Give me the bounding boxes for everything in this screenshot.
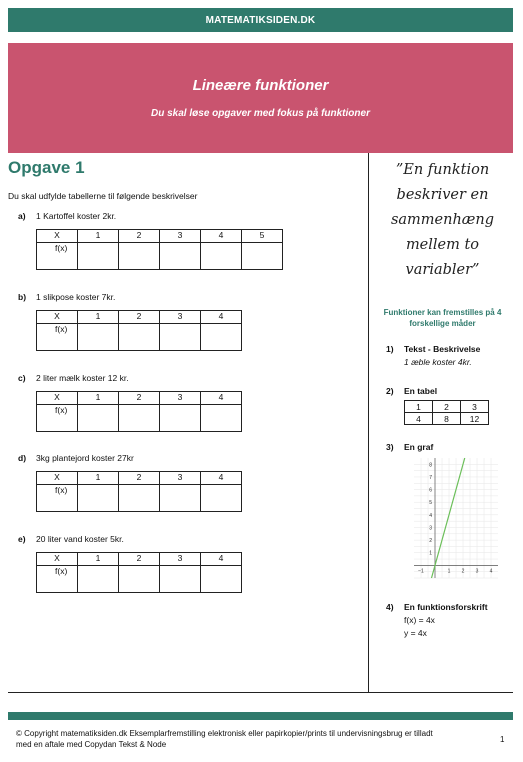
function-graph bbox=[402, 454, 502, 590]
y-tick-label: 8 bbox=[429, 462, 432, 469]
example-table bbox=[404, 400, 489, 425]
value-table bbox=[36, 552, 242, 593]
site-name: MATEMATIKSIDEN.DK bbox=[205, 14, 316, 26]
x-cell: 3 bbox=[160, 392, 201, 405]
fx-header: f(x) bbox=[37, 485, 78, 512]
value-table bbox=[36, 391, 242, 432]
sidebar-title: Funktioner kan fremstilles på 4 forskellige måder bbox=[383, 308, 502, 328]
copyright-notice: © Copyright matematiksiden.dk Eksemplarfremstilling elektronisk eller papirkopier/prints til undervisningsbrug er tilladt med en aftale med Copydan Tekst & Node bbox=[16, 729, 433, 749]
fx-input-cell[interactable] bbox=[201, 485, 242, 512]
fx-header: f(x) bbox=[37, 243, 78, 270]
fx-input-cell[interactable] bbox=[119, 405, 160, 432]
x-tick-label: 3 bbox=[475, 568, 479, 575]
task-c bbox=[18, 373, 348, 432]
x-cell: 1 bbox=[78, 392, 119, 405]
fx-input-cell[interactable] bbox=[201, 324, 242, 351]
x-cell: 4 bbox=[201, 472, 242, 485]
method-number: 3) bbox=[386, 442, 394, 452]
fx-input-cell[interactable] bbox=[78, 324, 119, 351]
fx-input-cell[interactable] bbox=[201, 405, 242, 432]
value-table bbox=[36, 310, 242, 351]
x-cell: 3 bbox=[160, 472, 201, 485]
definition-quote: ”En funktion beskriver en sammenhæng mellem to variabler” bbox=[390, 162, 495, 278]
x-cell: 2 bbox=[119, 230, 160, 243]
fx-input-cell[interactable] bbox=[78, 566, 119, 593]
page-number: 1 bbox=[500, 735, 505, 744]
x-header: X bbox=[37, 472, 78, 485]
task-number: a) bbox=[18, 211, 26, 221]
method-example: 1 æble koster 4kr. bbox=[404, 357, 472, 367]
table-cell: 2 bbox=[433, 401, 461, 413]
x-tick-label: 4 bbox=[489, 568, 493, 575]
footer-bar bbox=[8, 712, 513, 720]
task-a bbox=[18, 211, 348, 270]
fx-input-cell[interactable] bbox=[78, 485, 119, 512]
x-cell: 5 bbox=[242, 230, 283, 243]
fx-input-cell[interactable] bbox=[201, 243, 242, 270]
x-cell: 2 bbox=[119, 311, 160, 324]
method-number: 2) bbox=[386, 386, 394, 396]
function-line bbox=[432, 458, 465, 578]
fx-header: f(x) bbox=[37, 405, 78, 432]
method-number: 4) bbox=[386, 602, 394, 612]
x-cell: 4 bbox=[201, 392, 242, 405]
task-d bbox=[18, 453, 348, 512]
task-number: d) bbox=[18, 453, 27, 463]
task-e bbox=[18, 534, 348, 593]
y-tick-label: 1 bbox=[429, 550, 432, 557]
method-label: En tabel bbox=[404, 386, 438, 396]
y-tick-label: 4 bbox=[429, 512, 432, 519]
x-cell: 2 bbox=[119, 553, 160, 566]
sidebar bbox=[372, 158, 513, 638]
x-header: X bbox=[37, 553, 78, 566]
fx-input-cell[interactable] bbox=[160, 324, 201, 351]
method-graph bbox=[386, 442, 513, 452]
fx-input-cell[interactable] bbox=[242, 243, 283, 270]
y-tick-label: 3 bbox=[429, 525, 432, 532]
task-text: 1 Kartoffel koster 2kr. bbox=[36, 211, 117, 221]
fx-input-cell[interactable] bbox=[160, 566, 201, 593]
column-divider bbox=[368, 153, 369, 693]
x-cell: 3 bbox=[160, 553, 201, 566]
table-cell: 1 bbox=[405, 401, 433, 413]
x-tick-label: −1 bbox=[418, 568, 424, 575]
fx-input-cell[interactable] bbox=[160, 485, 201, 512]
task-b bbox=[18, 292, 348, 351]
fx-header: f(x) bbox=[37, 324, 78, 351]
method-label: En funktionsforskrift bbox=[404, 602, 488, 612]
value-table bbox=[36, 229, 283, 270]
fx-input-cell[interactable] bbox=[119, 243, 160, 270]
exercise-intro: Du skal udfylde tabellerne til følgende beskrivelser bbox=[8, 191, 198, 201]
task-text: 1 slikpose koster 7kr. bbox=[36, 292, 116, 302]
x-header: X bbox=[37, 230, 78, 243]
task-number: b) bbox=[18, 292, 27, 302]
bottom-divider bbox=[8, 692, 513, 693]
task-text: 3kg plantejord koster 27kr bbox=[36, 453, 134, 463]
method-table bbox=[386, 386, 513, 396]
fx-header: f(x) bbox=[37, 566, 78, 593]
site-header-bar bbox=[8, 8, 513, 32]
fx-input-cell[interactable] bbox=[201, 566, 242, 593]
x-cell: 4 bbox=[201, 311, 242, 324]
table-cell: 4 bbox=[405, 413, 433, 425]
page-subtitle: Du skal løse opgaver med fokus på funktioner bbox=[151, 108, 370, 119]
main-column bbox=[8, 158, 363, 201]
value-table bbox=[36, 471, 242, 512]
table-cell: 8 bbox=[433, 413, 461, 425]
fx-input-cell[interactable] bbox=[119, 485, 160, 512]
fx-input-cell[interactable] bbox=[160, 243, 201, 270]
x-header: X bbox=[37, 392, 78, 405]
fx-input-cell[interactable] bbox=[119, 324, 160, 351]
x-cell: 1 bbox=[78, 311, 119, 324]
fx-input-cell[interactable] bbox=[119, 566, 160, 593]
page-title: Lineære funktioner bbox=[192, 77, 329, 94]
task-number: e) bbox=[18, 534, 26, 544]
formula-line: f(x) = 4x bbox=[404, 615, 435, 625]
method-text bbox=[386, 344, 513, 354]
x-cell: 2 bbox=[119, 472, 160, 485]
x-tick-label: 2 bbox=[461, 568, 465, 575]
task-text: 20 liter vand koster 5kr. bbox=[36, 534, 124, 544]
x-cell: 1 bbox=[78, 230, 119, 243]
y-tick-label: 6 bbox=[429, 487, 432, 494]
x-cell: 1 bbox=[78, 472, 119, 485]
fx-input-cell[interactable] bbox=[78, 405, 119, 432]
x-cell: 1 bbox=[78, 553, 119, 566]
exercise-heading: Opgave 1 bbox=[8, 158, 85, 177]
table-cell: 12 bbox=[461, 413, 489, 425]
y-tick-label: 5 bbox=[429, 500, 432, 507]
table-cell: 3 bbox=[461, 401, 489, 413]
x-tick-label: 1 bbox=[447, 568, 451, 575]
method-number: 1) bbox=[386, 344, 394, 354]
method-formula bbox=[386, 602, 513, 612]
title-banner bbox=[8, 43, 513, 153]
fx-input-cell[interactable] bbox=[160, 405, 201, 432]
method-label: En graf bbox=[404, 442, 434, 452]
method-label: Tekst - Beskrivelse bbox=[404, 344, 481, 354]
x-header: X bbox=[37, 311, 78, 324]
x-cell: 3 bbox=[160, 311, 201, 324]
formula-line: y = 4x bbox=[404, 628, 427, 638]
y-tick-label: 2 bbox=[429, 538, 432, 545]
x-cell: 4 bbox=[201, 230, 242, 243]
x-cell: 3 bbox=[160, 230, 201, 243]
x-cell: 4 bbox=[201, 553, 242, 566]
y-tick-label: 7 bbox=[429, 474, 432, 481]
task-text: 2 liter mælk koster 12 kr. bbox=[36, 373, 129, 383]
task-number: c) bbox=[18, 373, 26, 383]
x-cell: 2 bbox=[119, 392, 160, 405]
fx-input-cell[interactable] bbox=[78, 243, 119, 270]
